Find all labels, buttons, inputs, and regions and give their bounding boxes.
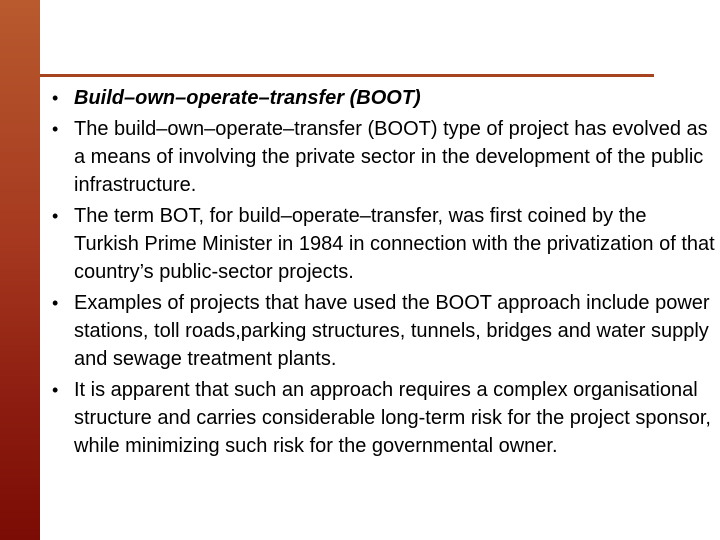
bullet-item-bot-term xyxy=(52,202,716,286)
bullet-item-examples xyxy=(52,289,716,373)
bullet-glyph: • xyxy=(52,380,59,400)
bullet-glyph: • xyxy=(52,293,59,313)
title-divider-rule xyxy=(40,74,654,77)
bullet-item-boot-evolution xyxy=(52,115,716,199)
bullet-glyph: • xyxy=(52,88,59,108)
bullet-glyph: • xyxy=(52,119,59,139)
bullet-text: It is apparent that such an approach requires a complex organisational structure and carries considerable long-term risk for the project sponsor, while minimizing such risk for the governmental owner. xyxy=(74,379,711,457)
bullet-glyph: • xyxy=(52,206,59,226)
bullet-heading-text: Build–own–operate–transfer (BOOT) xyxy=(74,87,421,109)
bullet-text: The build–own–operate–transfer (BOOT) type of project has evolved as a means of involving the private sector in the development of the public infrastructure. xyxy=(74,118,708,196)
slide-bullet-list xyxy=(52,84,716,463)
bullet-text: The term BOT, for build–operate–transfer, was first coined by the Turkish Prime Minister in 1984 in connection with the privatization of that country’s public-sector projects. xyxy=(74,205,715,283)
bullet-item-heading xyxy=(52,84,716,112)
bullet-item-complexity xyxy=(52,376,716,460)
bullet-text: Examples of projects that have used the BOOT approach include power stations, toll roads,parking structures, tunnels, bridges and water supply and sewage treatment plants. xyxy=(74,292,710,370)
decorative-side-bar xyxy=(0,0,40,540)
